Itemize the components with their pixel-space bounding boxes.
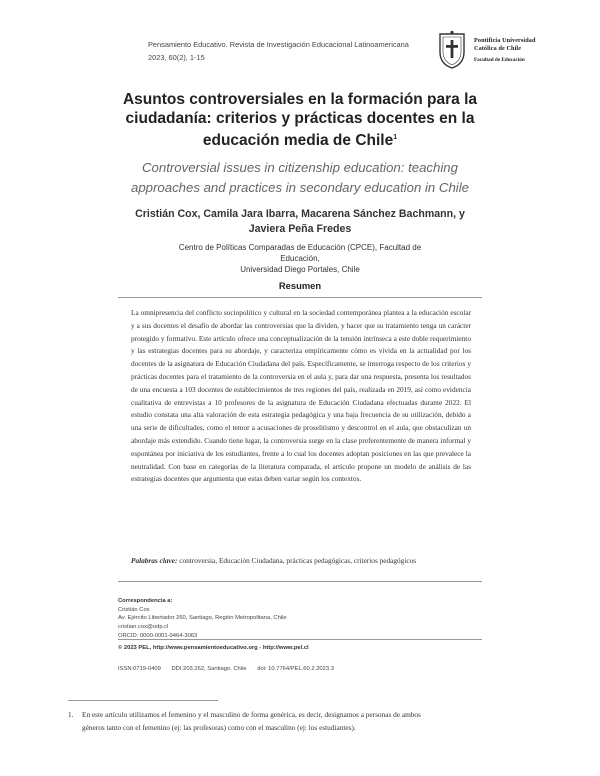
affiliation: Centro de Políticas Comparadas de Educación (CPCE), Facultad de Educación, Universidad Diego Portales, Chile: [178, 243, 422, 274]
abstract-heading: Resumen: [278, 280, 322, 291]
identifiers: [118, 666, 343, 672]
correspondence-name: Cristián Cox: [118, 606, 150, 613]
footnote-number: 1.: [68, 710, 74, 719]
article-title: Asuntos controversiales en la formación para la ciudadanía: criterios y prácticas docentes en la educación media de Chile$^1$: [122, 91, 478, 150]
university-name: Pontificia Universidad Católica de Chile: [474, 37, 536, 52]
abstract-bottom-divider: [118, 581, 482, 582]
copyright-divider: [118, 639, 482, 640]
journal-header: [148, 38, 409, 64]
university-seal-icon: [436, 30, 468, 70]
university-logo: [436, 30, 556, 70]
title-footnote-mark[interactable]: 1: [393, 134, 398, 141]
keywords: [131, 556, 481, 565]
journal-volume: 2023, 60(2), 1-15: [148, 53, 205, 62]
abstract-text: La omnipresencia del conflicto sociopolítico y cultural en la sociedad contemporánea plantea a la educación escolar y a sus docentes el desafío de abordar las controversias que la dividen, y hacer que su tratamiento tenga un carácter protegido y formativo. Este artículo ofrece una conceptualización de la tensión intrínseca a este doble requerimiento y las estrategias docentes para su abordaje, y caracteriza empíricamente cómo es vivida en la actualidad por los docentes de la asignatura de Educación Ciudadana del país. Específicamente, se interroga respecto de los criterios y prácticas docentes para el tratamiento de la controversia en el aula y, para dar una respuesta, presenta los resultados de una encuesta a 103 docentes de establecimientos de tres regiones del país, realizada en 2019, así como evidencia cualitativa de entrevistas a 10 profesores de la asignatura de Educación Ciudadana efectuadas durante 2022. El estudio constata una alta valoración de esta estrategia pedagógica y una baja frecuencia de su utilización, debido a una serie de dificultades, como el temor a acusaciones de proselitismo y descontrol en el aula, que obstaculizan un abordaje más extendido. Cuando tiene lugar, la controversia surge en la clase preferentemente de manera informal y espontánea por iniciativa de los estudiantes, frente a lo cual los docentes adoptan posiciones en las que prevalece la neutralidad. Con base en categorías de la literatura comparada, el artículo propone un modelo de análisis de las estrategias docentes que argumenta que estas deben variar según los contextos.: [131, 308, 471, 484]
author-list: Cristián Cox, Camila Jara Ibarra, Macarena Sánchez Bachmann, y Javiera Peña Fredes: [135, 208, 465, 235]
correspondence-email[interactable]: cristian.cox@udp.cl: [118, 624, 169, 631]
correspondence-orcid: ORCID: 0000-0001-9464-3063: [118, 632, 198, 639]
journal-name: Pensamiento Educativo. Revista de Investigación Educacional Latinoamericana: [148, 40, 409, 49]
footnote: [68, 708, 532, 734]
doi[interactable]: doi: 10.7764/PEL.60.2.2023.3: [257, 666, 334, 672]
copyright-line[interactable]: © 2023 PEL, http://www.pensamientoeducativo.org - http://www.pel.cl: [118, 645, 309, 651]
abstract-top-divider: [118, 297, 482, 298]
keywords-value: controversia, Educación Ciudadana, prácticas pedagógicas, criterios pedagógicos: [177, 556, 417, 565]
footnote-text-line1: En este artículo utilizamos el femenino y el masculino de forma genérica, es decir, designamos a personas de ambos: [82, 710, 421, 719]
faculty-name: Facultad de Educación: [474, 57, 525, 63]
english-title: Controversial issues in citizenship education: teaching approaches and practices in secondary education in Chile: [131, 160, 469, 195]
correspondence-address: Av. Ejército Libertador 260, Santiago, Región Metropolitana, Chile: [118, 615, 287, 622]
footnote-text-line2: géneros tanto con el femenino (ej: las profesoras) como con el masculino (ej: los estudiantes).: [82, 723, 356, 732]
footnote-divider: [68, 700, 218, 701]
ddi: DDI:203.262, Santiago, Chile: [171, 666, 247, 672]
keywords-label: Palabras clave:: [131, 556, 178, 565]
issn: ISSN:0719-0409: [118, 666, 161, 672]
correspondence-heading: Correspondencia a:: [118, 598, 173, 604]
correspondence-block: [118, 597, 287, 641]
